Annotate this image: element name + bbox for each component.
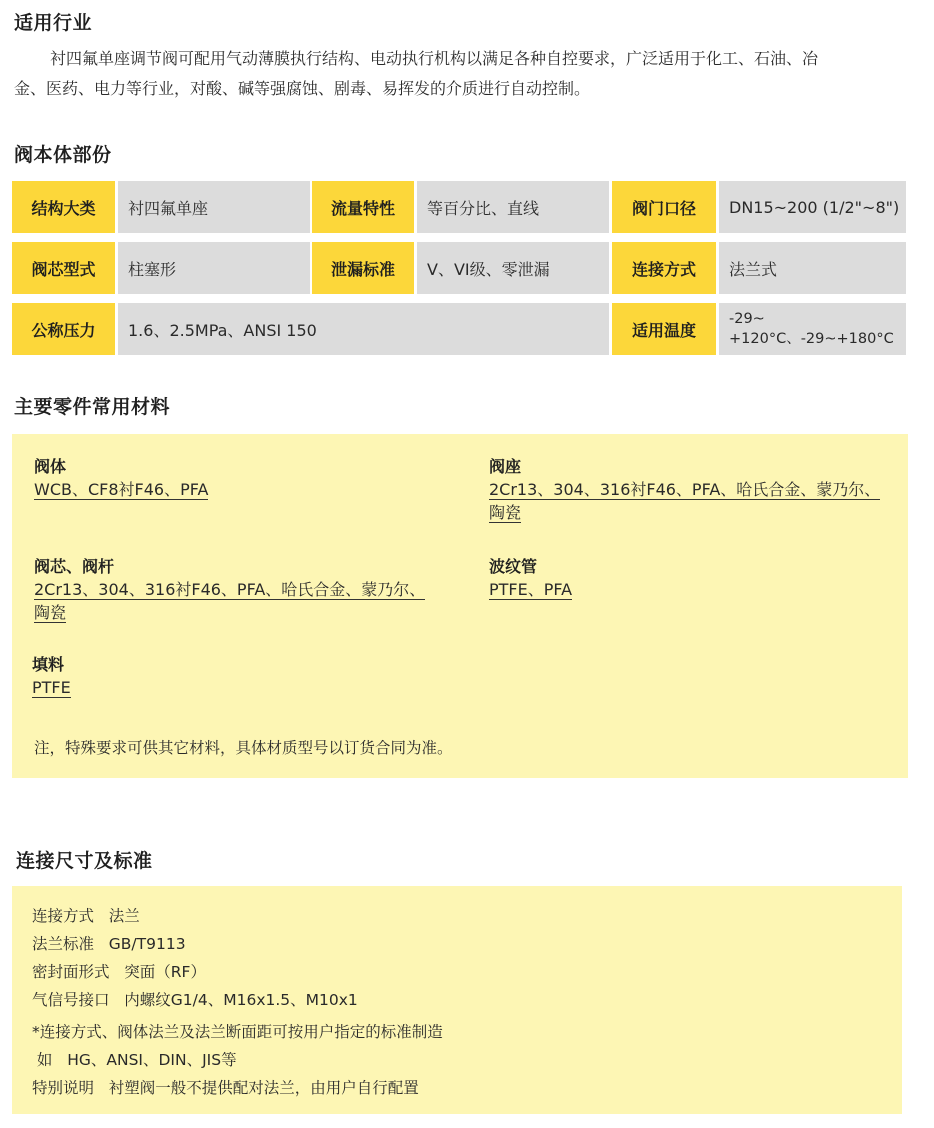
connection-line-custom-note: *连接方式、阀体法兰及法兰断面距可按用户指定的标准制造 (32, 1023, 443, 1041)
spec-value-plug: 柱塞形 (118, 242, 310, 294)
connection-line-method: 连接方式 法兰 (32, 907, 140, 925)
material-item-packing (32, 654, 71, 699)
material-name: 阀芯、阀杆 (34, 557, 115, 576)
material-name: 填料 (32, 655, 65, 674)
material-item-body (34, 456, 208, 501)
spec-label-temperature: 适用温度 (612, 303, 716, 355)
spec-label-connection: 连接方式 (612, 242, 716, 294)
spec-label-flow: 流量特性 (312, 181, 414, 233)
connection-line-seal-face: 密封面形式 突面（RF） (32, 963, 206, 981)
spec-value-size: DN15~200 (1/2"~8") (719, 181, 906, 233)
spec-value-leakage: V、VI级、零泄漏 (417, 242, 609, 294)
connection-panel (12, 886, 902, 1114)
material-value: PTFE (32, 678, 71, 697)
spec-value-structure: 衬四氟单座 (118, 181, 310, 233)
connection-line-air-port: 气信号接口 内螺纹G1/4、M16x1.5、M10x1 (32, 991, 358, 1009)
spec-value-pressure: 1.6、2.5MPa、ANSI 150 (118, 303, 609, 355)
industry-heading: 适用行业 (14, 12, 93, 34)
connection-heading: 连接尺寸及标准 (16, 850, 153, 872)
industry-line-2: 金、医药、电力等行业，对酸、碱等强腐蚀、剧毒、易挥发的介质进行自动控制。 (14, 79, 591, 98)
connection-line-flange-standard: 法兰标准 GB/T9113 (32, 935, 186, 953)
material-name: 波纹管 (489, 557, 538, 576)
material-name: 阀座 (489, 457, 522, 476)
material-value: 2Cr13、304、316衬F46、PFA、哈氏合金、蒙乃尔、 (34, 580, 426, 599)
spec-value-temperature: -29~ +120°C、-29~+180°C (719, 303, 906, 355)
material-item-bellows (489, 556, 572, 601)
material-item-plug-stem (34, 556, 425, 624)
industry-line-1: 衬四氟单座调节阀可配用气动薄膜执行结构、电动执行机构以满足各种自控要求，广泛适用于化工、石油、冶 (50, 49, 819, 68)
valve-body-heading: 阀本体部份 (14, 144, 112, 166)
material-value: PTFE、PFA (489, 580, 573, 599)
material-value-cont: 陶瓷 (34, 603, 67, 622)
material-name: 阀体 (34, 457, 67, 476)
connection-line-special: 特别说明 衬塑阀一般不提供配对法兰，由用户自行配置 (32, 1079, 419, 1097)
spec-value-connection: 法兰式 (719, 242, 906, 294)
spec-label-leakage: 泄漏标准 (312, 242, 414, 294)
spec-label-size: 阀门口径 (612, 181, 716, 233)
spec-label-plug: 阀芯型式 (12, 242, 115, 294)
industry-paragraph (14, 44, 909, 104)
spec-label-pressure: 公称压力 (12, 303, 115, 355)
spec-label-structure: 结构大类 (12, 181, 115, 233)
materials-heading: 主要零件常用材料 (14, 396, 171, 418)
connection-line-standards: 如 HG、ANSI、DIN、JIS等 (32, 1051, 237, 1069)
material-value: WCB、CF8衬F46、PFA (34, 480, 209, 499)
material-value-cont: 陶瓷 (489, 503, 522, 522)
spec-value-flow: 等百分比、直线 (417, 181, 609, 233)
material-item-seat (489, 456, 880, 524)
materials-note: 注，特殊要求可供其它材料，具体材质型号以订货合同为准。 (34, 739, 453, 757)
material-value: 2Cr13、304、316衬F46、PFA、哈氏合金、蒙乃尔、 (489, 480, 881, 499)
materials-panel (12, 434, 908, 778)
